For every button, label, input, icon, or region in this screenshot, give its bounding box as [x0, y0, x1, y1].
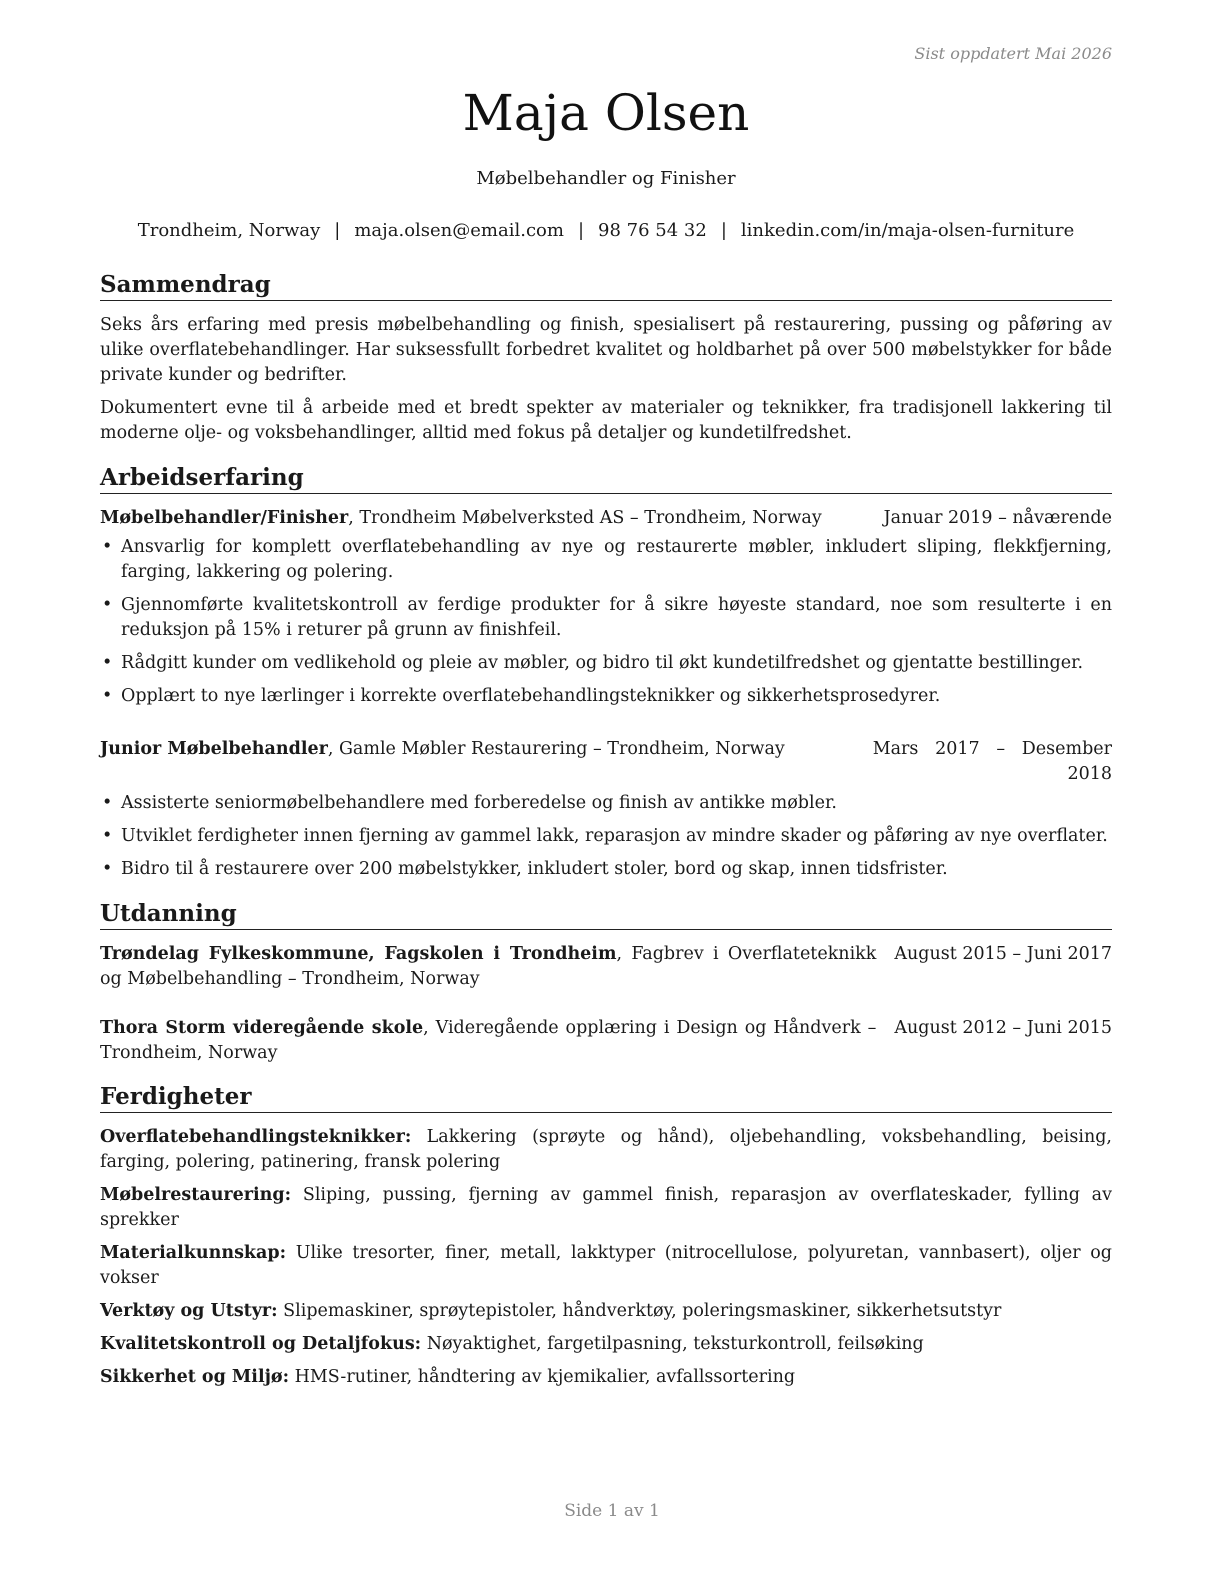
last-updated: Sist oppdatert Mai 2026	[914, 44, 1112, 63]
job-header	[100, 737, 1112, 787]
job-dates: Januar 2019 – nåværende	[883, 508, 1112, 528]
job-title-line	[100, 506, 884, 531]
summary-paragraph: Dokumentert evne til å arbeide med et bredt spekter av materialer og teknikker, fra tradisjonell lakkering til moderne olje- og voksbehandlinger, alltid med fokus på detaljer og kundetilfredshet.	[100, 398, 1112, 443]
separator: |	[577, 220, 585, 241]
job-title-line	[100, 737, 873, 787]
education-title-line	[100, 942, 894, 992]
skill-text: Lakkering (sprøyte og hånd), oljebehandling, voksbehandling, beising, farging, polering, patinering, fransk polering	[100, 1127, 1112, 1172]
education-title-line	[100, 1016, 894, 1066]
section-heading: Ferdigheter	[100, 1083, 1112, 1113]
section-heading: Sammendrag	[100, 271, 1112, 301]
separator: |	[334, 220, 341, 241]
skill-row	[100, 1241, 1112, 1291]
education-entry	[100, 942, 1112, 992]
job-dates	[873, 737, 1112, 787]
separator: |	[720, 220, 727, 241]
skill-text: Slipemaskiner, sprøytepistoler, håndverktøy, poleringsmaskiner, sikkerhetsutstyr	[277, 1301, 1002, 1321]
candidate-name: Maja Olsen	[462, 84, 750, 142]
education-school: Thora Storm videregående skole	[100, 1018, 424, 1038]
bullet-item: • Ansvarlig for komplett overflatebehandling av nye og restaurerte møbler, inkludert sliping, flekkfjerning, farging, lakkering og polering.	[100, 535, 1112, 585]
education-program: , Videregående opplæring i Design og Håndverk – Trondheim, Norway	[100, 1018, 877, 1063]
skill-row	[100, 1365, 1112, 1390]
section-heading: Arbeidserfaring	[100, 464, 1112, 494]
education-dates: August 2012 – Juni 2015	[894, 1018, 1112, 1038]
job-entry	[100, 506, 1112, 709]
skill-text: Ulike tresorter, finer, metall, lakktyper (nitrocellulose, polyuretan, vannbasert), oljer og vokser	[100, 1243, 1112, 1288]
candidate-title: Møbelbehandler og Finisher	[476, 168, 736, 189]
job-bullets	[100, 535, 1112, 709]
skill-text: Nøyaktighet, fargetilpasning, teksturkontroll, feilsøking	[421, 1334, 924, 1354]
job-employer: , Gamle Møbler Restaurering – Trondheim, Norway	[327, 739, 785, 759]
bullet-item: • Rådgitt kunder om vedlikehold og pleie av møbler, og bidro til økt kundetilfredshet og gjentatte bestillinger.	[100, 651, 1112, 676]
skill-label: Sikkerhet og Miljø:	[100, 1367, 290, 1387]
job-dates-line: 2018	[1067, 764, 1112, 784]
skill-row	[100, 1125, 1112, 1175]
skill-row	[100, 1183, 1112, 1233]
bullet-item: • Bidro til å restaurere over 200 møbelstykker, inkludert stoler, bord og skap, innen tidsfrister.	[100, 857, 1112, 882]
experience-section	[100, 464, 1112, 890]
skill-label: Verktøy og Utstyr:	[100, 1301, 278, 1321]
contact-email[interactable]: maja.olsen@email.com	[354, 220, 564, 241]
education-section	[100, 900, 1112, 1066]
education-program: , Fagbrev i Overflateteknikk og Møbelbehandling – Trondheim, Norway	[100, 944, 877, 989]
skill-row	[100, 1299, 1112, 1324]
job-bullets	[100, 791, 1112, 882]
skill-text: Sliping, pussing, fjerning av gammel finish, reparasjon av overflateskader, fylling av sprekker	[100, 1185, 1112, 1230]
contact-line	[100, 220, 1112, 241]
job-dates-line: Mars 2017 – Desember	[872, 739, 1112, 759]
skill-label: Møbelrestaurering:	[100, 1185, 292, 1205]
job-entry	[100, 737, 1112, 882]
summary-paragraph: Seks års erfaring med presis møbelbehandling og finish, spesialisert på restaurering, pussing og påføring av ulike overflatebehandlinger. Har suksessfullt forbedret kvalitet og holdbarhet på over 500 møbelstykker for både private kunder og bedrifter.	[100, 315, 1112, 385]
education-entry	[100, 1016, 1112, 1066]
skill-label: Materialkunnskap:	[100, 1243, 287, 1263]
bullet-item: • Gjennomførte kvalitetskontroll av ferdige produkter for å sikre høyeste standard, noe som resulterte i en reduksjon på 15% i returer på grunn av finishfeil.	[100, 593, 1112, 643]
contact-linkedin[interactable]: linkedin.com/in/maja-olsen-furniture	[740, 220, 1075, 241]
job-employer: , Trondheim Møbelverksted AS – Trondheim, Norway	[348, 508, 822, 528]
job-role: Møbelbehandler/Finisher	[100, 508, 349, 528]
job-role: Junior Møbelbehandler	[100, 739, 328, 759]
education-school: Trøndelag Fylkeskommune, Fagskolen i Trondheim	[100, 944, 617, 964]
bullet-item: • Opplært to nye lærlinger i korrekte overflatebehandlingsteknikker og sikkerhetsprosedyrer.	[100, 684, 1112, 709]
education-dates: August 2015 – Juni 2017	[894, 944, 1112, 964]
bullet-item: • Assisterte seniormøbelbehandlere med forberedelse og finish av antikke møbler.	[100, 791, 1112, 816]
section-heading: Utdanning	[100, 900, 1112, 930]
skill-label: Kvalitetskontroll og Detaljfokus:	[100, 1334, 422, 1354]
skills-section	[100, 1083, 1112, 1398]
job-header	[100, 506, 1112, 531]
skill-text: HMS-rutiner, håndtering av kjemikalier, avfallssortering	[289, 1367, 796, 1387]
bullet-item: • Utviklet ferdigheter innen fjerning av gammel lakk, reparasjon av mindre skader og påføring av nye overflater.	[100, 824, 1112, 849]
page-number: Side 1 av 1	[564, 1501, 660, 1521]
contact-phone: 98 76 54 32	[598, 220, 707, 241]
skill-row	[100, 1332, 1112, 1357]
skill-label: Overflatebehandlingsteknikker:	[100, 1127, 412, 1147]
summary-section	[100, 271, 1112, 454]
contact-location: Trondheim, Norway	[137, 220, 321, 241]
